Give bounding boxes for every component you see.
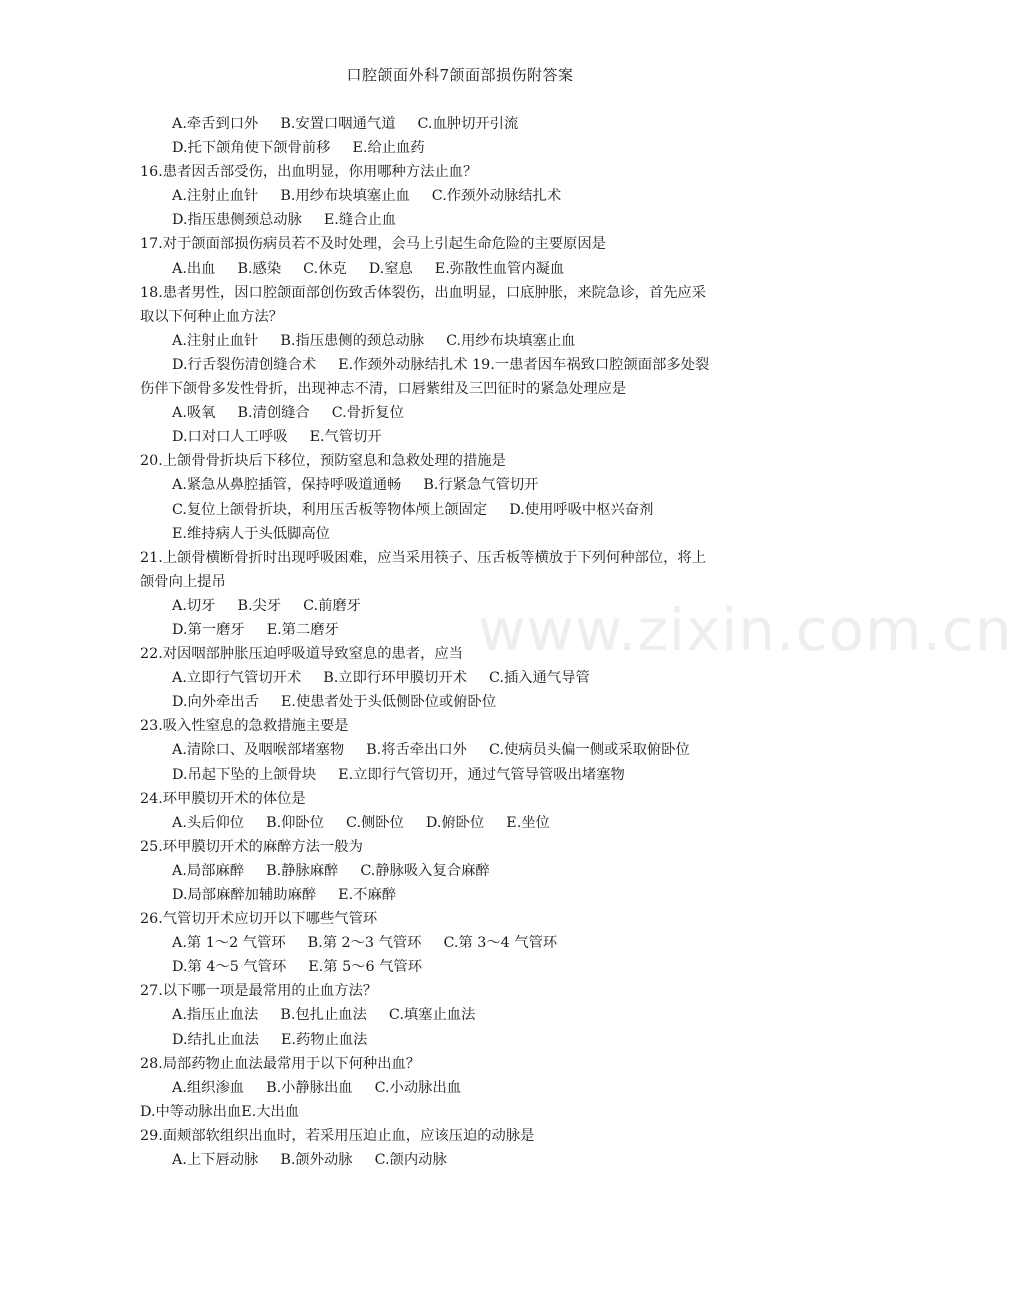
option-item: C.作颈外动脉结扎术 — [431, 188, 562, 205]
question-text: 23.吸入性窒息的急救措施主要是 — [140, 718, 349, 735]
option-item: A.组织渗血 — [172, 1079, 245, 1096]
option-item: A.紧急从鼻腔插管，保持呼吸道通畅 — [172, 477, 402, 494]
option-item: B.仰卧位 — [266, 814, 325, 831]
option-item: E.维持病人于头低脚高位 — [172, 525, 330, 542]
option-item: C.骨折复位 — [331, 405, 404, 422]
options-line — [140, 859, 800, 883]
option-item: B.指压患侧的颈总动脉 — [280, 332, 425, 349]
options-line — [140, 473, 800, 497]
option-item: B.立即行环甲膜切开术 — [323, 670, 467, 687]
option-item: B.用纱布块填塞止血 — [280, 188, 410, 205]
option-item: B.尖牙 — [237, 597, 282, 614]
option-item: C.血肿切开引流 — [417, 116, 519, 132]
option-item: D.第一磨牙 — [172, 621, 245, 638]
option-item: A.立即行气管切开术 — [172, 670, 302, 687]
options-line — [140, 257, 800, 281]
options-line — [140, 522, 800, 546]
option-item: C.用纱布块填塞止血 — [446, 332, 576, 349]
option-item: E.大出血 — [241, 1103, 300, 1120]
option-item: E.给止血药 — [352, 140, 425, 157]
options-line — [140, 618, 800, 642]
option-item: D.行舌裂伤清创缝合术 — [172, 356, 317, 373]
option-item: D.局部麻醉加辅助麻醉 — [172, 887, 317, 903]
option-item: E.气管切开 — [309, 429, 382, 446]
option-item: D.中等动脉出血 — [140, 1103, 242, 1120]
option-item: E.使患者处于头低侧卧位或俯卧位 — [280, 694, 497, 711]
option-item: B.感染 — [237, 260, 282, 277]
options-line — [140, 811, 800, 835]
options-line — [140, 401, 800, 425]
option-item: C.侧卧位 — [346, 814, 404, 831]
option-item: E.药物止血法 — [280, 1031, 368, 1048]
option-item: A.牵舌到口外 — [172, 116, 259, 132]
option-item: B.安置口咽通气道 — [280, 116, 396, 132]
option-item: B.行紧急气管切开 — [423, 477, 539, 494]
option-item: B.小静脉出血 — [266, 1079, 353, 1096]
options-line — [140, 1076, 800, 1100]
option-item: D.使用呼吸中枢兴奋剂 — [509, 501, 654, 518]
option-item: A.切牙 — [172, 597, 216, 614]
option-item: D.托下颌角使下颌骨前移 — [172, 140, 331, 157]
option-item: C.前磨牙 — [303, 597, 361, 614]
option-item: B.将舌牵出口外 — [366, 742, 467, 759]
option-item: B.包扎止血法 — [280, 1007, 367, 1024]
question-text: 22.对因咽部肿胀压迫呼吸道导致窒息的患者，应当 — [140, 646, 463, 663]
options-line — [140, 184, 800, 208]
option-item: E.第 5～6 气管环 — [308, 959, 423, 976]
option-item: A.注射止血针 — [172, 332, 259, 349]
option-item: C.复位上颌骨折块，利用压舌板等物体颅上颌固定 — [172, 501, 488, 518]
option-item: D.窒息 — [368, 260, 413, 277]
options-line — [140, 136, 800, 160]
option-item: E.弥散性血管内凝血 — [434, 260, 565, 277]
options-line — [140, 1003, 800, 1027]
option-item: D.第 4～5 气管环 — [172, 959, 287, 976]
option-item: C.填塞止血法 — [388, 1007, 476, 1024]
options-line — [140, 955, 800, 979]
options-line — [140, 1100, 800, 1124]
option-item: C.休克 — [303, 260, 347, 277]
option-item: B.第 2～3 气管环 — [307, 935, 422, 952]
question-text: 24.环甲膜切开术的体位是 — [140, 790, 306, 807]
options-line — [140, 425, 800, 449]
option-item: C.小动脉出血 — [374, 1079, 462, 1096]
options-line — [140, 666, 800, 690]
question-text: 16.患者因舌部受伤，出血明显，你用哪种方法止血？ — [140, 164, 478, 181]
options-line — [140, 763, 800, 787]
option-item: E.缝合止血 — [323, 212, 397, 229]
option-item: A.第 1～2 气管环 — [172, 935, 286, 952]
option-item: D.吊起下坠的上颌骨块 — [172, 766, 317, 783]
option-item: A.清除口、及咽喉部堵塞物 — [172, 742, 345, 759]
option-item: D.结扎止血法 — [172, 1031, 259, 1048]
option-item: B.清创缝合 — [237, 405, 310, 422]
question-text: 29.面颊部软组织出血时，若采用压迫止血，应该压迫的动脉是 — [140, 1127, 535, 1144]
option-item: C.第 3～4 气管环 — [443, 935, 558, 952]
options-line — [140, 329, 800, 353]
option-item: D.向外牵出舌 — [172, 694, 259, 711]
question-text: 25.环甲膜切开术的麻醉方法一般为 — [140, 838, 363, 855]
question-text: 26.气管切开术应切开以下哪些气管环 — [140, 911, 378, 928]
question-text: 28.局部药物止血法最常用于以下何种出血？ — [140, 1055, 421, 1072]
question-text: 18.患者男性，因口腔颌面部创伤致舌体裂伤，出血明显，口底肿胀，来院急诊，首先应采 — [140, 284, 707, 301]
option-item: A.出血 — [172, 260, 216, 277]
option-item: E.第二磨牙 — [266, 621, 339, 638]
question-text: 颌骨向上提吊 — [140, 573, 226, 590]
question-text: 20.上颌骨骨折块后下移位，预防窒息和急救处理的措施是 — [140, 453, 506, 470]
options-line — [140, 112, 800, 136]
question-text: 27.以下哪一项是最常用的止血方法？ — [140, 983, 378, 1000]
option-item: E.立即行气管切开，通过气管导管吸出堵塞物 — [338, 766, 625, 783]
question-text: 取以下何种止血方法？ — [140, 308, 283, 325]
options-line — [140, 208, 800, 232]
option-item: A.局部麻醉 — [172, 862, 245, 879]
option-item: A.吸氧 — [172, 405, 216, 422]
option-item: C.颌内动脉 — [374, 1152, 447, 1169]
question-list — [140, 112, 800, 1172]
option-item: A.注射止血针 — [172, 188, 259, 205]
option-item: D.俯卧位 — [425, 814, 485, 831]
options-line — [140, 738, 800, 762]
option-item: B.静脉麻醉 — [266, 862, 339, 879]
options-line — [140, 353, 800, 377]
option-item: B.颌外动脉 — [280, 1152, 353, 1169]
option-item: C.静脉吸入复合麻醉 — [360, 862, 490, 879]
options-line — [140, 883, 800, 907]
watermark: www.zixin.com.cn — [478, 596, 1013, 664]
question-text: 17.对于颌面部损伤病员若不及时处理，会马上引起生命危险的主要原因是 — [140, 236, 606, 253]
option-item: D.指压患侧颈总动脉 — [172, 212, 302, 229]
option-item: A.指压止血法 — [172, 1007, 259, 1024]
page-title: 口腔颌面外科7颌面部损伤附答案 — [346, 66, 574, 84]
option-item: A.上下唇动脉 — [172, 1152, 259, 1169]
option-item: A.头后仰位 — [172, 814, 245, 831]
option-item: E.坐位 — [506, 814, 550, 831]
options-line — [140, 594, 800, 618]
options-line — [140, 498, 800, 522]
options-line — [140, 690, 800, 714]
question-text: 伤伴下颌骨多发性骨折，出现神志不清，口唇紫绀及三凹征时的紧急处理应是 — [140, 381, 627, 398]
options-line — [140, 1148, 800, 1172]
options-line — [140, 1028, 800, 1052]
option-item: E.作颈外动脉结扎术 19.一患者因车祸致口腔颌面部多处裂 — [338, 356, 710, 373]
option-item: C.插入通气导管 — [488, 670, 590, 687]
options-line — [140, 931, 800, 955]
option-item: D.口对口人工呼吸 — [172, 429, 288, 446]
option-item: C.使病员头偏一侧或采取俯卧位 — [488, 742, 690, 759]
option-item: E.不麻醉 — [338, 887, 397, 903]
question-text: 21.上颌骨横断骨折时出现呼吸困难，应当采用筷子、压舌板等横放于下列何种部位，将上 — [140, 549, 707, 566]
